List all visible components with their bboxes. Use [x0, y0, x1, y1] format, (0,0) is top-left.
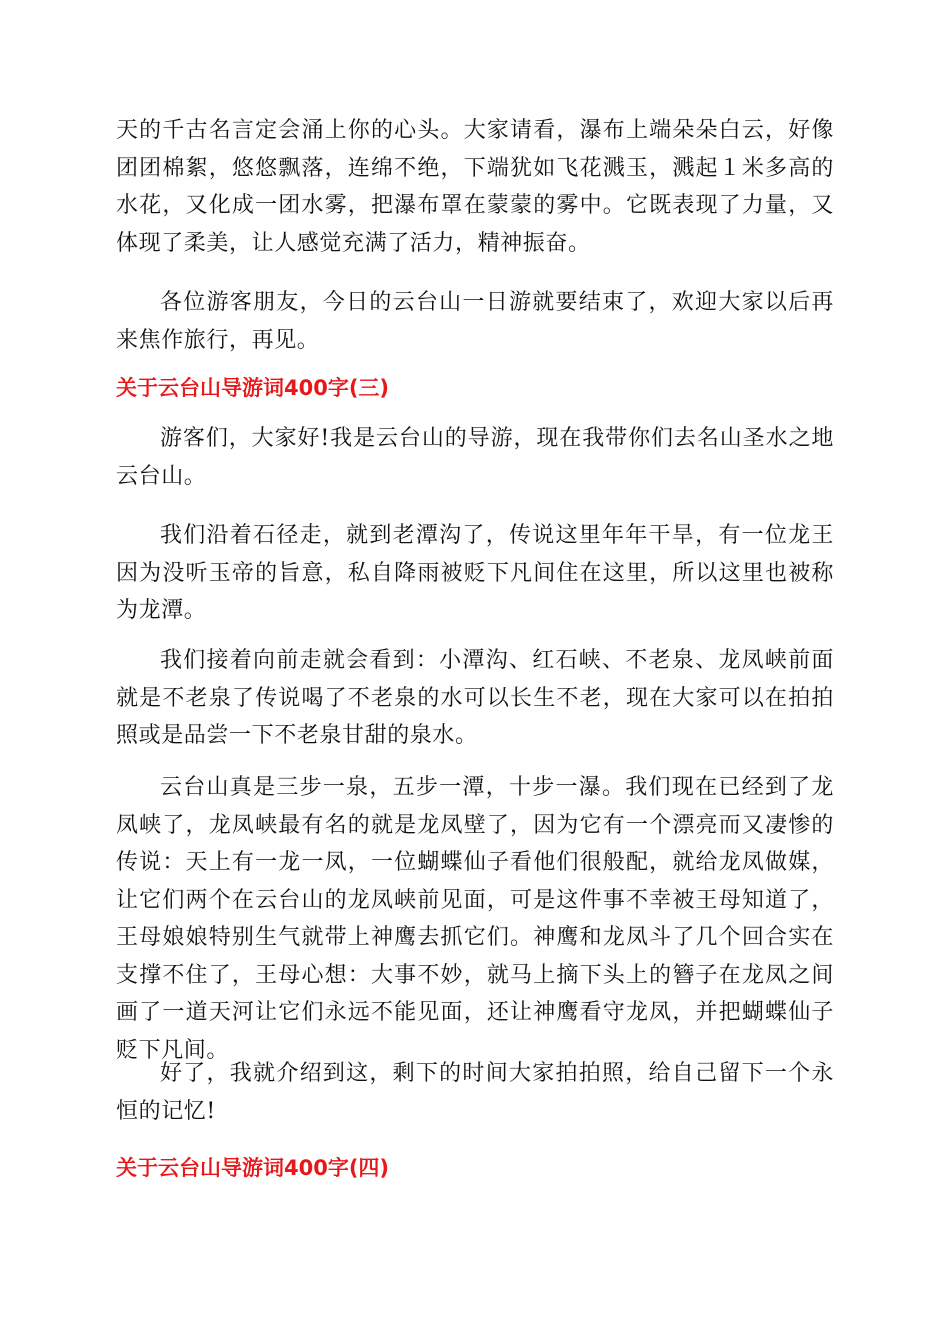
section-heading-three: 关于云台山导游词400字(三): [116, 376, 390, 400]
body-paragraph: 游客们，大家好!我是云台山的导游，现在我带你们去名山圣水之地云台山。: [116, 426, 834, 489]
body-paragraph: 我们接着向前走就会看到：小潭沟、红石峡、不老泉、龙凤峡前面就是不老泉了传说喝了不老泉的水可以长生不老，现在大家可以在拍拍照或是品尝一下不老泉甘甜的泉水。: [116, 648, 834, 748]
section-heading-four: 关于云台山导游词400字(四): [116, 1156, 390, 1180]
body-paragraph: 各位游客朋友，今日的云台山一日游就要结束了，欢迎大家以后再来焦作旅行，再见。: [116, 290, 834, 353]
body-paragraph: 云台山真是三步一泉，五步一潭，十步一瀑。我们现在已经到了龙凤峡了，龙凤峡最有名的就是龙凤壁了，因为它有一个漂亮而又凄惨的传说：天上有一龙一凤，一位蝴蝶仙子看他们很般配，就给龙凤做媒，让它们两个在云台山的龙凤峡前见面，可是这件事不幸被王母知道了，王母娘娘特别生气就带上神鹰去抓它们。神鹰和龙凤斗了几个回合实在支撑不住了，王母心想：大事不妙，就马上摘下头上的簪子在龙凤之间画了一道天河让它们永远不能见面，还让神鹰看守龙凤，并把蝴蝶仙子贬下凡间。: [116, 775, 834, 1063]
body-paragraph: 天的千古名言定会涌上你的心头。大家请看，瀑布上端朵朵白云，好像团团棉絮，悠悠飘落，连绵不绝，下端犹如飞花溅玉，溅起１米多高的水花，又化成一团水雾，把瀑布罩在蒙蒙的雾中。它既表现了力量，又体现了柔美，让人感觉充满了活力，精神振奋。: [116, 118, 834, 256]
body-paragraph: 好了，我就介绍到这，剩下的时间大家拍拍照，给自己留下一个永恒的记忆!: [116, 1061, 834, 1124]
body-paragraph: 我们沿着石径走，就到老潭沟了，传说这里年年干旱，有一位龙王因为没听玉帝的旨意，私自降雨被贬下凡间住在这里，所以这里也被称为龙潭。: [116, 523, 834, 623]
